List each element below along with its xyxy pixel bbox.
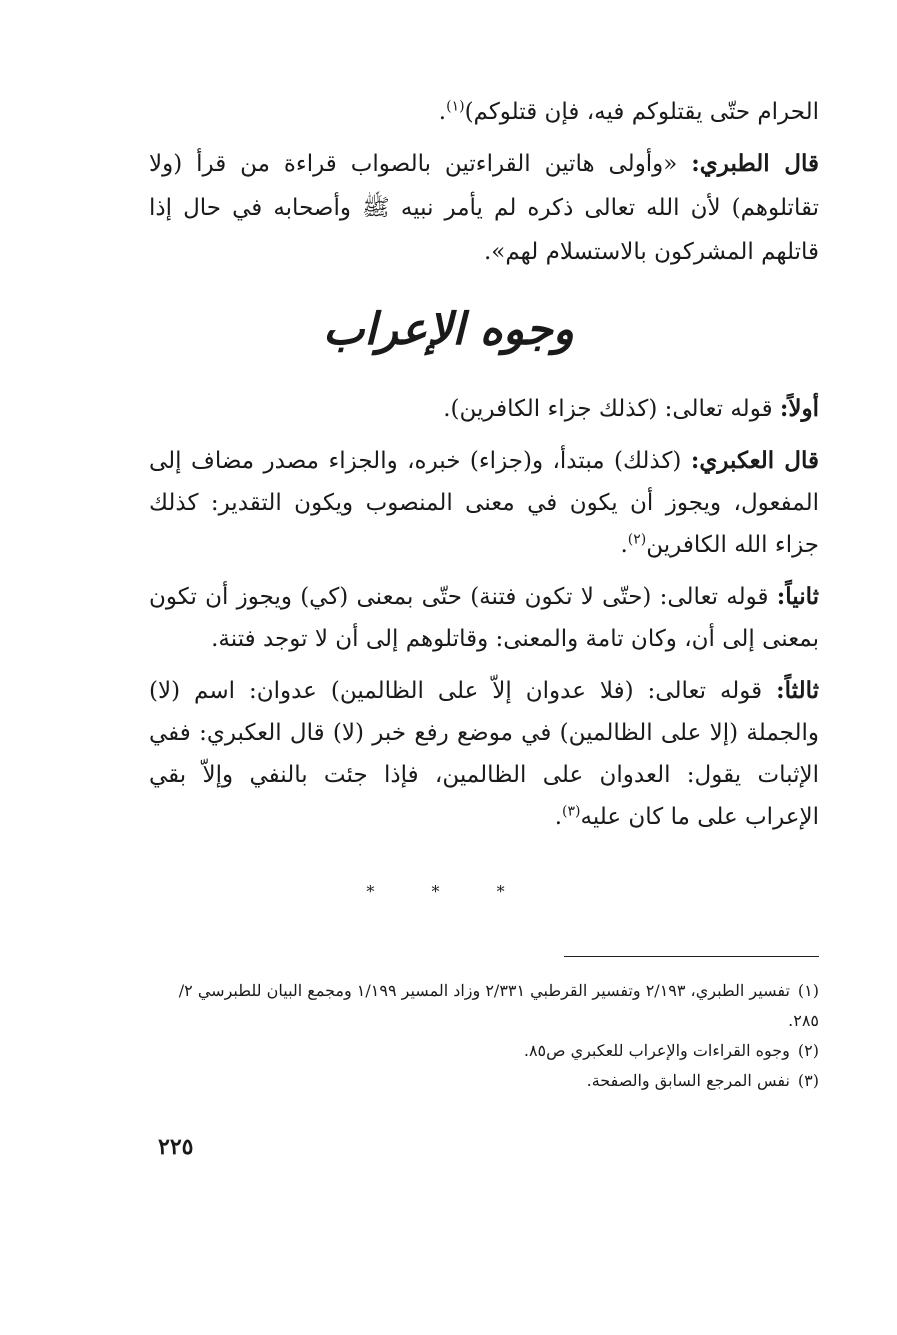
paragraph [149,440,819,566]
footnote-item [149,1066,819,1096]
section-body [149,388,819,838]
footnote-item [149,1036,819,1066]
paragraph-text: (كذلك) مبتدأ، و(جزاء) خبره، والجزاء مصدر مضاف إلى المفعول، ويجوز أن يكون في معنى المنصوب ويكون التقدير: كذلك جزاء الله الكافرين [149,448,819,558]
paragraph-lead: ثانياً: [776,583,819,610]
paragraph-lead: ثالثاً: [776,677,819,704]
paragraph-lead: قال العكبري: [690,447,819,474]
footnotes [149,976,819,1096]
paragraph [149,142,819,274]
paragraph-tail: . [438,99,447,125]
footnote-number: (٣) [797,1071,819,1090]
paragraph [149,388,819,430]
paragraph [149,90,819,134]
paragraph-tail: . [554,804,563,830]
section-separator: * * * [366,882,531,901]
footnote-ref[interactable]: (٢) [627,531,647,548]
paragraph-text: «وأولى هاتين القراءتين بالصواب قراءة من قرأ (ولا تقاتلوهم) لأن الله تعالى ذكره لم يأمر نبيه ﷺ وأصحابه في حال إذا قاتلهم المشركون بالاستسلام لهم». [149,151,819,265]
paragraph-text: قوله تعالى: (فلا عدوان إلاّ على الظالمين) عدوان: اسم (لا) والجملة (إلا على الظالمين) في موضع رفع خبر (لا) قال العكبري: ففي الإثبات يقول: العدوان على الظالمين، فإذا جئت بالنفي وإلاّ بقي الإعراب على ما كان عليه [149,678,819,830]
footnote-text: تفسير الطبري، ٢/١٩٣ وتفسير القرطبي ٢/٣٣١ وزاد المسير ١/١٩٩ ومجمع البيان للطبرسي ٢/ ٢٨٥. [178,981,819,1030]
paragraph-text: الحرام حتّى يقتلوكم فيه، فإن قتلوكم) [464,99,819,125]
footnote-number: (١) [797,981,819,1000]
footnote-number: (٢) [797,1041,819,1060]
paragraph-text: قوله تعالى: (حتّى لا تكون فتنة) حتّى بمعنى (كي) ويجوز أن تكون بمعنى إلى أن، وكان تامة والمعنى: وقاتلوهم إلى أن لا توجد فتنة. [149,584,819,652]
footnote-text: نفس المرجع السابق والصفحة. [586,1071,790,1090]
paragraph-lead: قال الطبري: [691,150,820,177]
paragraph [149,576,819,660]
paragraph-tail: . [620,532,628,558]
paragraph-text: قوله تعالى: (كذلك جزاء الكافرين). [443,396,780,422]
paragraph [149,670,819,838]
footnote-ref[interactable]: (١) [446,98,465,115]
page-number: ٢٢٥ [158,1134,194,1160]
top-text-block [149,90,819,274]
section-heading: وجوه الإعراب [322,304,575,355]
footnote-item [149,976,819,1036]
footnote-ref[interactable]: (٣) [562,803,581,820]
footnote-divider [564,956,819,957]
paragraph-lead: أولاً: [779,395,819,422]
footnote-text: وجوه القراءات والإعراب للعكبري ص٨٥. [523,1041,790,1060]
